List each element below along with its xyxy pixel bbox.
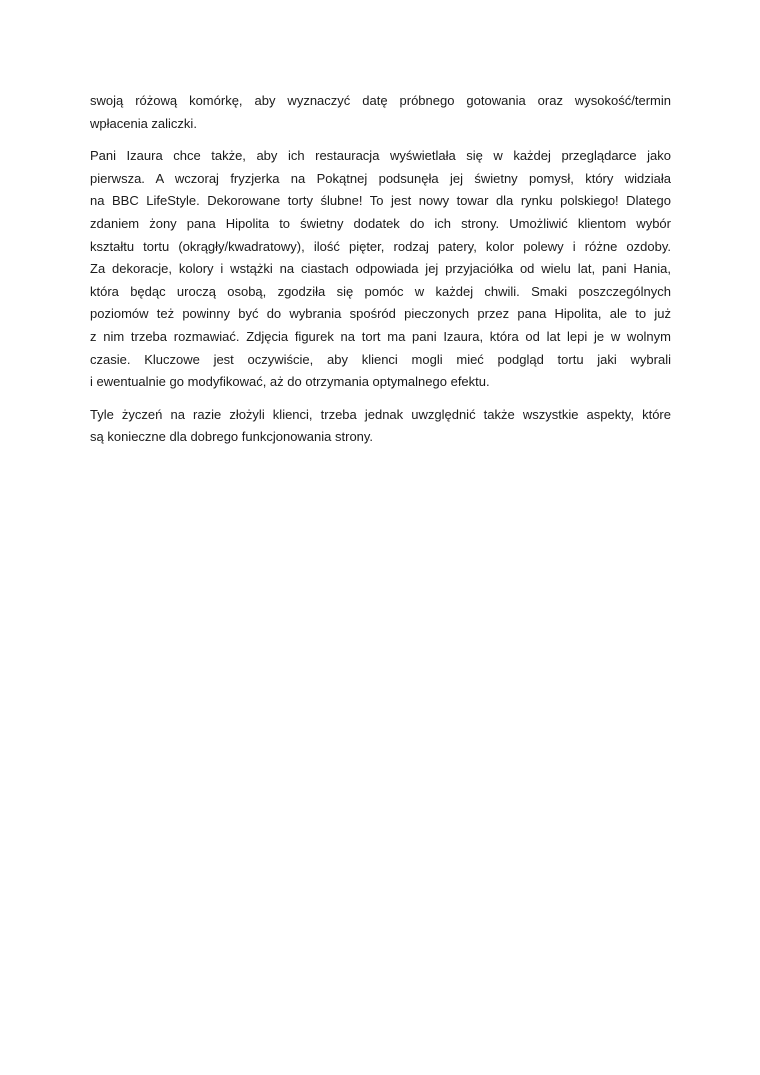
paragraph-line: która będąc uroczą osobą, zgodziła się pomóc w każdej chwili. Smaki poszczególnych xyxy=(90,283,671,299)
paragraph-line: swoją różową komórkę, aby wyznaczyć datę próbnego gotowania oraz wysokość/termin xyxy=(90,93,671,108)
paragraph-line: z nim trzeba rozmawiać. Zdjęcia figurek na tort ma pani Izaura, która od lat lepi je w wolnym xyxy=(90,328,671,344)
document-body xyxy=(90,90,671,459)
paragraph-line: są konieczne dla dobrego funkcjonowania strony. xyxy=(90,429,374,445)
paragraph-line: poziomów też powinny być do wybrania spośród pieczonych przez pana Hipolita, ale to już xyxy=(90,306,671,322)
paragraph-3 xyxy=(90,404,671,449)
paragraph-2 xyxy=(90,145,671,394)
paragraph-line: pierwsza. A wczoraj fryzjerka na Pokątnej podsunęła jej świetny pomysł, który widziała xyxy=(90,170,671,186)
paragraph-line: Tyle życzeń na razie złożyli klienci, trzeba jednak uwzględnić także wszystkie aspekty, które xyxy=(90,406,671,422)
paragraph-line: Pani Izaura chce także, aby ich restauracja wyświetlała się w każdej przeglądarce jako xyxy=(90,148,671,164)
paragraph-line: wpłacenia zaliczki. xyxy=(90,115,197,131)
paragraph-line: kształtu tortu (okrągły/kwadratowy), ilość pięter, rodzaj patery, kolor polewy i różne ozdoby. xyxy=(90,238,671,254)
paragraph-line: na BBC LifeStyle. Dekorowane torty ślubne! To jest nowy towar dla rynku polskiego! Dlatego xyxy=(90,193,671,209)
paragraph-line: Za dekoracje, kolory i wstążki na ciastach odpowiada jej przyjaciółka od wielu lat, pani Hania, xyxy=(90,261,671,277)
paragraph-line: zdaniem żony pana Hipolita to świetny dodatek do ich strony. Umożliwić klientom wybór xyxy=(90,215,671,231)
paragraph-line: czasie. Kluczowe jest oczywiście, aby klienci mogli mieć podgląd tortu jaki wybrali xyxy=(90,351,671,367)
paragraph-line: i ewentualnie go modyfikować, aż do otrzymania optymalnego efektu. xyxy=(90,374,490,390)
paragraph-1 xyxy=(90,90,671,135)
